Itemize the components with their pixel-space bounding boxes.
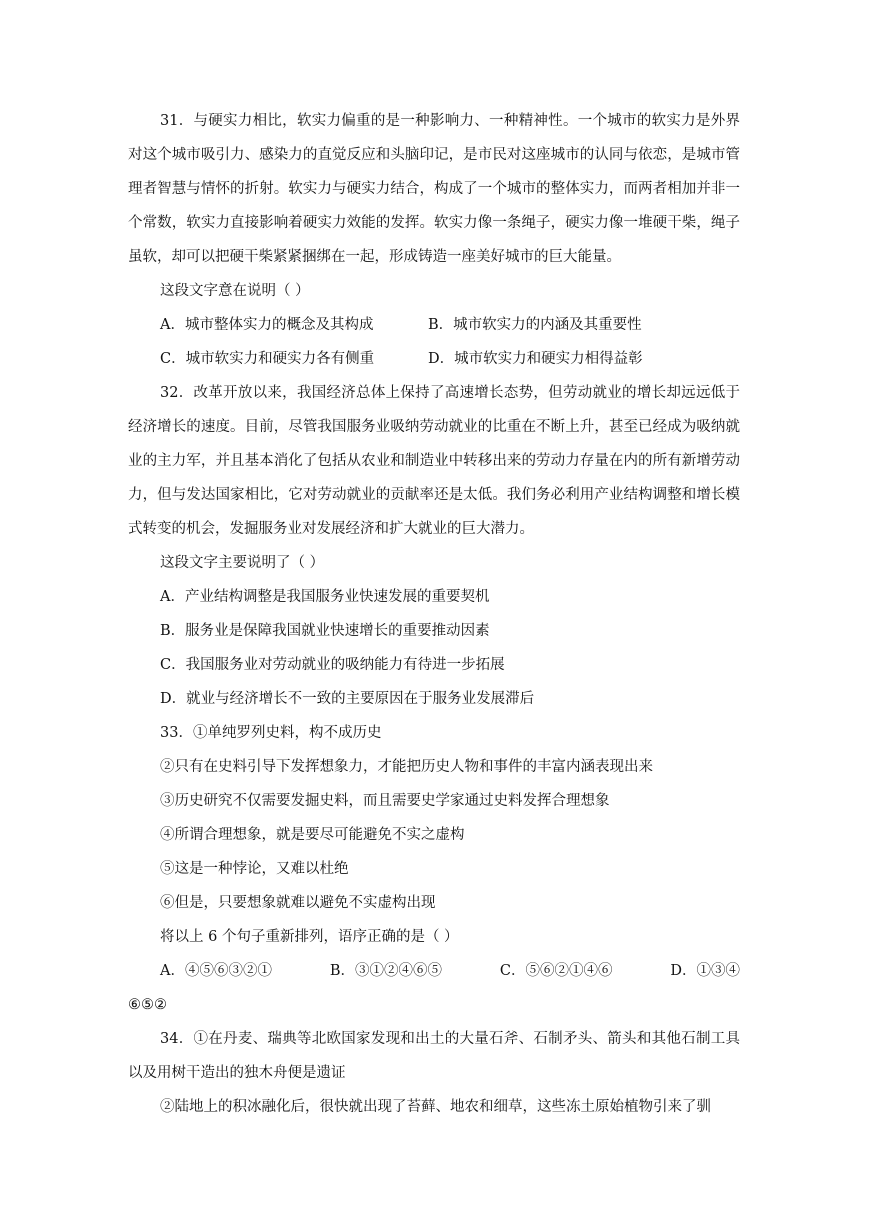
q33-sentence-4: ④所谓合理想象，就是要尽可能避免不实之虚构 <box>160 827 465 843</box>
q32-stem: 32．改革开放以来，我国经济总体上保持了高速增长态势，但劳动就业的增长却远远低于经济增长的速度。目前，尽管我国服务业吸纳劳动就业的比重在不断上升，甚至已经成为吸纳就业的主力军，并且基本消化了包括从农业和制造业中转移出来的劳动力存量在内的所有新增劳动力，但与发达国家相比，它对劳动就业的贡献率还是太低。我们务必利用产业结构调整和增长模式转变的机会，发掘服务业对发展经济和扩大就业的巨大潜力。 <box>128 385 740 537</box>
q33-sentence-2: ②只有在史料引导下发挥想象力，才能把历史人物和事件的丰富内涵表现出来 <box>160 759 653 775</box>
q32-option-a: A．产业结构调整是我国服务业快速发展的重要契机 <box>160 589 490 605</box>
q33-question: 将以上 6 个句子重新排列，语序正确的是（ ） <box>160 929 459 945</box>
q31-option-c: C．城市软实力和硬实力各有侧重 <box>160 351 375 367</box>
q33-option-d-continued: ⑥⑤② <box>128 997 167 1013</box>
q32-option-c: C．我国服务业对劳动就业的吸纳能力有待进一步拓展 <box>160 657 505 673</box>
q33-option-a: A．④⑤⑥③②① <box>160 963 272 979</box>
q33-option-c: C．⑤⑥②①④⑥ <box>499 963 613 979</box>
document-body <box>128 104 740 1124</box>
q33-option-d: D．①③④ <box>670 963 740 979</box>
q33-sentence-5: ⑤这是一种悖论，又难以杜绝 <box>160 861 349 877</box>
q31-option-d: D．城市软实力和硬实力相得益彰 <box>428 351 643 367</box>
q31-options-row-2 <box>128 342 740 376</box>
q34-sentence-2: ②陆地上的积冰融化后，很快就出现了苔藓、地农和细草，这些冻土原始植物引来了驯 <box>160 1099 711 1115</box>
q31-question: 这段文字意在说明（ ） <box>160 283 310 299</box>
q32-option-d: D．就业与经济增长不一致的主要原因在于服务业发展滞后 <box>160 691 535 707</box>
q33-sentence-3: ③历史研究不仅需要发掘史料，而且需要史学家通过史料发挥合理想象 <box>160 793 610 809</box>
q31-option-a: A．城市整体实力的概念及其构成 <box>160 317 374 333</box>
q33-sentence-1: 33．①单纯罗列史料，构不成历史 <box>160 725 382 741</box>
q33-sentence-6: ⑥但是，只要想象就难以避免不实虚构出现 <box>160 895 436 911</box>
q31-option-b: B．城市软实力的内涵及其重要性 <box>428 317 642 333</box>
q34-sentence-1: 34．①在丹麦、瑞典等北欧国家发现和出土的大量石斧、石制矛头、箭头和其他石制工具以及用树干造出的独木舟便是遗证 <box>128 1031 740 1081</box>
q32-option-b: B．服务业是保障我国就业快速增长的重要推动因素 <box>160 623 490 639</box>
q33-option-b: B．③①②④⑥⑤ <box>329 963 442 979</box>
q31-options-row-1 <box>128 308 740 342</box>
q31-stem: 31．与硬实力相比，软实力偏重的是一种影响力、一种精神性。一个城市的软实力是外界对这个城市吸引力、感染力的直觉反应和头脑印记，是市民对这座城市的认同与依恋，是城市管理者智慧与情怀的折射。软实力与硬实力结合，构成了一个城市的整体实力，而两者相加并非一个常数，软实力直接影响着硬实力效能的发挥。软实力像一条绳子，硬实力像一堆硬干柴，绳子虽软，却可以把硬干柴紧紧捆绑在一起，形成铸造一座美好城市的巨大能量。 <box>128 113 740 265</box>
q33-options-row <box>128 954 740 988</box>
q32-question: 这段文字主要说明了（ ） <box>160 555 325 571</box>
